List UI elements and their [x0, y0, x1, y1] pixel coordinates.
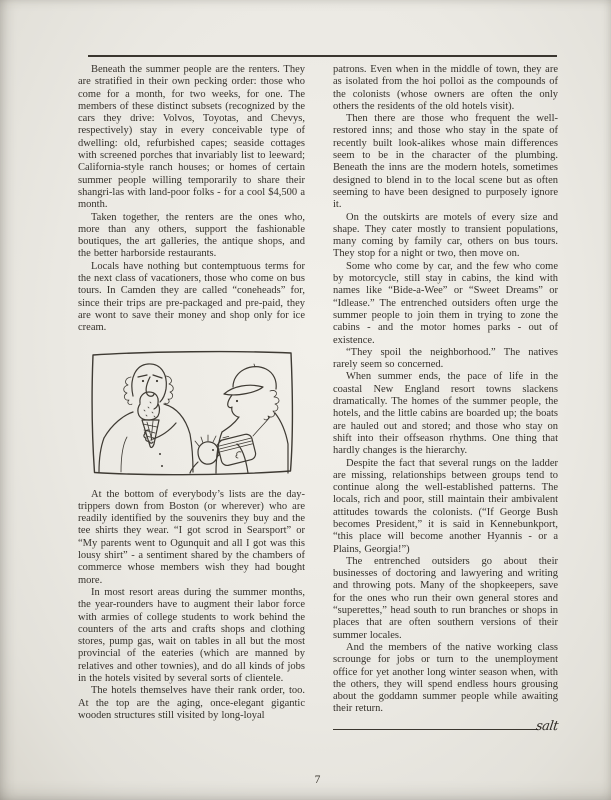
paragraph: Locals have nothing but contemptuous terms for the next class of vacationers, those who come on bus tours. In Camden they are called “coneheads” for, since their trips are pre-packaged and pre-paid, they are wont to save their money and shop only for ice cream.	[78, 260, 305, 334]
page-number: 7	[314, 774, 321, 786]
left-column	[78, 64, 305, 733]
signature-salt: salt	[535, 718, 560, 734]
paragraph: When summer ends, the pace of life in the coastal New England resort towns slackens dramatically. The homes of the summer people, the hotels, and the little cabins are boarded up; the boats are hauled out and stored; and those who stay on shift into their offseason rhythms. One thing that hardly changes is the hierarchy.	[333, 371, 558, 457]
boy-with-camera	[216, 364, 288, 473]
article-body	[78, 64, 558, 733]
paragraph: The hotels themselves have their rank order, too. At the top are the aging, once-elegant gigantic wooden structures still visited by long-loyal	[78, 685, 305, 721]
article-end-signature	[333, 719, 558, 733]
paragraph: Beneath the summer people are the renters. They are stratified in their own pecking order: those who come for a month, for two weeks, for one. The members of these distinct subsets (recognized by the cars they drive: Volvos, Toyotas, and Chevys, respectively) stay in every conceivable type of dwelling: old, refurbished capes; seaside cottages with screened porches that invariably list to leeward; California-style ranch houses; or homes of certain summer people willing temporarily to share their shangri-las with land-poor folks - for a cool $4,500 a month.	[78, 64, 305, 211]
header-rule	[88, 55, 557, 57]
right-column	[333, 64, 558, 733]
signature-rule	[333, 729, 538, 730]
paragraph: At the bottom of everybody’s lists are the day-trippers down from Boston (or wherever) who are readily identified by the souvenirs they buy and the tee shirts they wear. “I got scrod in Searsport” or “My parents went to Ogunquit and all I got was this lousy shirt” - a sentiment shared by the chambers of commerce whose members wish they had bought more.	[78, 488, 305, 586]
paragraph: patrons. Even when in the middle of town, they are as isolated from the hoi polloi as the compounds of the colonists (whose owners are often the only others the residents of the old hotels visit).	[333, 64, 558, 112]
paragraph: “They spoil the neighborhood.” The natives rarely seem so concerned.	[333, 346, 558, 371]
man-eating-ice-cream	[99, 363, 193, 471]
paragraph: On the outskirts are motels of every size and shape. They cater mostly to transient populations, many coming by family car, others on bus tours. They stop for a night or two, then move on.	[333, 211, 558, 260]
paragraph: Taken together, the renters are the ones who, more than any others, support the fashionable boutiques, the art galleries, the antique shops, and the better harborside restaurants.	[78, 211, 305, 260]
paragraph: Then there are those who frequent the well-restored inns; and those who stay in the spate of recently built look-alikes whose main differences seem to be in the character of the plumbing. Beneath the inns are the modern hotels, sometimes designed to blend in to the local scene but as often seeming to have been designed to purposely ignore it.	[333, 113, 558, 211]
paragraph: Some who come by car, and the few who come by motorcycle, still stay in cabins, the kind with names like “Bide-a-Wee” or “Sweet Dreams” or “Idlease.” The entrenched outsiders often urge the summer people to join them in trying to zone the cabins - and the motor homes parks - out of existence.	[333, 260, 558, 346]
paragraph: The entrenched outsiders go about their businesses of doctoring and lawyering and writing and throwing pots. Many of the shopkeepers, save for the ones who run their own general stores and “superettes,” head south to run branches or shops in places that are often southern versions of their summer locales.	[333, 555, 558, 641]
paragraph: In most resort areas during the summer months, the year-rounders have to augment their labor force with armies of college students to work behind the counters of the arts and crafts shops and clothing stores, pump gas, wait on tables in all but the most provincial of the eateries (which are manned by relatives and other townies), and do all kinds of jobs in the hotels visited by several sorts of clientele.	[78, 586, 305, 684]
illustration-daytrippers	[86, 346, 298, 480]
paragraph: And the members of the native working class scrounge for jobs or turn to the unemployment office for yet another long winter season when, with the others, they will spend endless hours grousing about the goddamn summer people while awaiting their return.	[333, 641, 558, 715]
paragraph: Despite the fact that several rungs on the ladder are missing, relationships between groups tend to continue along the well-established patterns. The locals, rich and poor, still maintain their ambivalent attitudes towards the colonists. (“If George Bush becomes President,” it is said in Kennebunkport, “this place will become another Hyannis - or a Plains, Georgia!”)	[333, 457, 558, 555]
illustration-drawing	[86, 346, 298, 480]
